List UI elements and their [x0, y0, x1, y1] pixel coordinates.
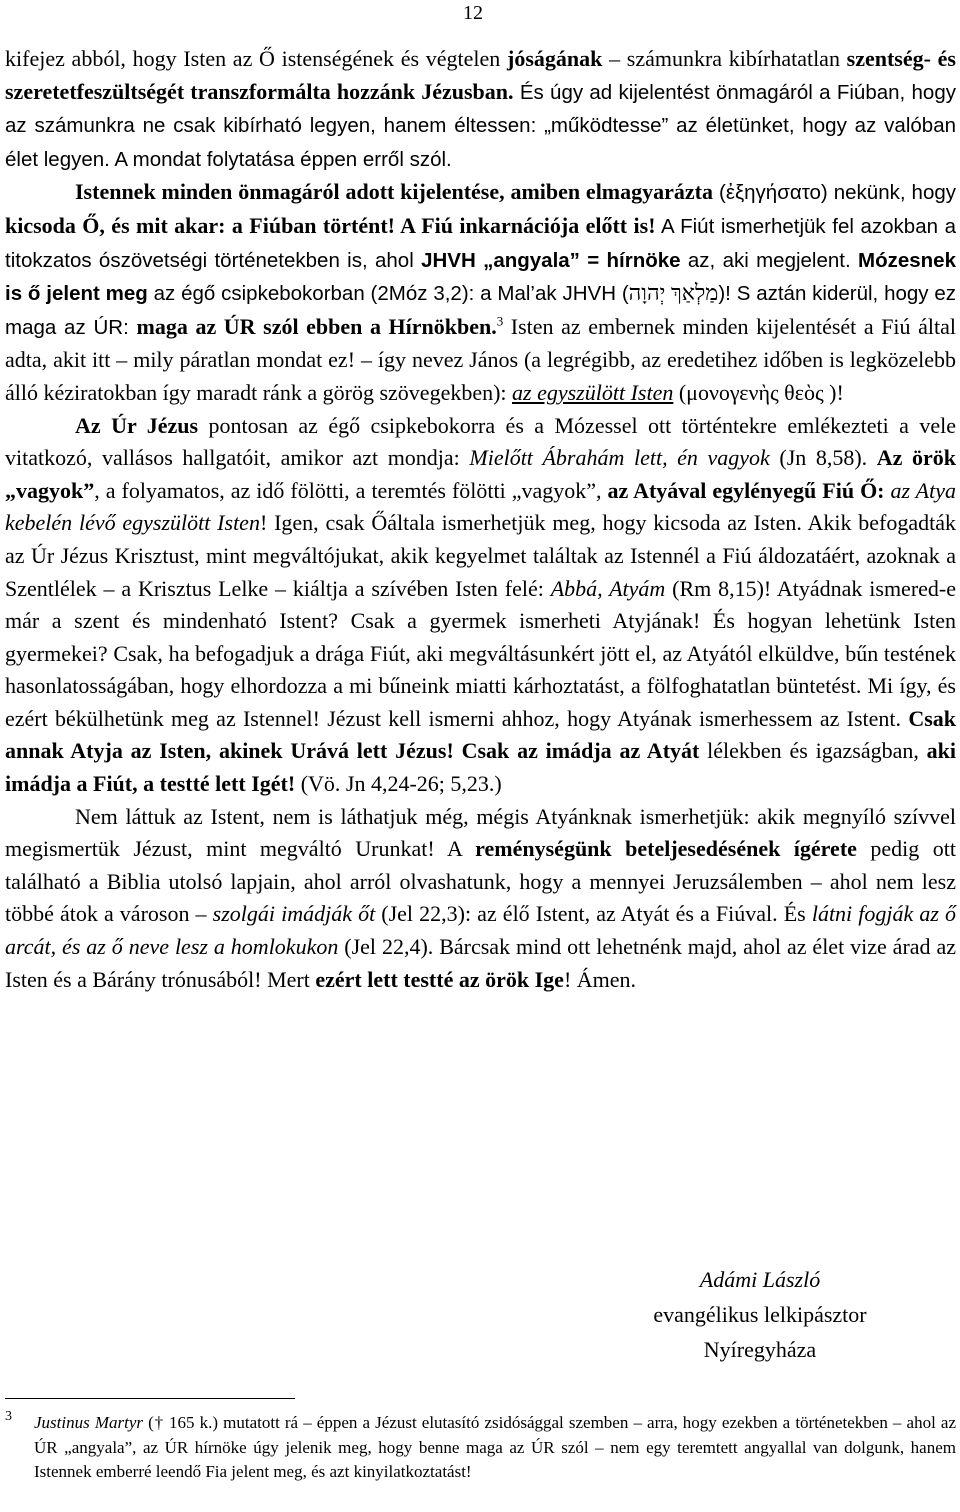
text-run: lélekben és igazságban, — [699, 738, 927, 764]
body-text — [5, 43, 956, 996]
text-run: ! Igen, csak Őáltala ismerhetjük meg, hogy kicsoda az Isten. Akik befogadták az Úr Jézus Krisztust, mint megváltójukat, akik kegyelmet találtak az Istennél a Fiú áldozatáért, azoknak a Szentlélek – a Krisztus Lelke – kiáltja a szívében Isten felé: — [5, 510, 956, 601]
text-run: az egyszülött Isten — [512, 379, 674, 405]
text-run: Csak annak Atyja az Isten, akinek Urává lett Jézus! Csak az imádja az Atyát — [5, 705, 956, 764]
text-run: Mózesnek is ő jelent meg — [5, 248, 956, 306]
text-run: (Jel 22,4). Bárcsak mind ott lehetnénk majd, ahol az élet vize árad az Isten és a Bárány trónusából! Mert — [5, 934, 956, 992]
text-run: מַלְאַךְ יְהוָה — [628, 280, 719, 306]
text-run: pedig ott található a Biblia utolsó lapjain, ahol arról olvashatunk, hogy a mennyei Jeruzsálemben – ahol nem lesz többé átok a városon – — [5, 836, 956, 927]
text-run: az Atyával egylényegű Fiú Ő: — [607, 477, 885, 503]
text-run: Abbá, Atyám — [550, 575, 666, 601]
text-run: (ἐξηγήσατο) nekünk, hogy — [713, 181, 957, 205]
text-run: ! Ámen. — [563, 966, 637, 992]
text-run: szolgái imádják őt — [212, 901, 376, 927]
text-run: Justinus Martyr — [34, 1413, 143, 1432]
text-run: kicsoda Ő, és mit akar: a Fiúban történt! A Fiú inkarnációja előtt is! — [5, 212, 656, 238]
paragraph-4 — [5, 801, 956, 997]
author-title: evangélikus lelkipásztor — [653, 1302, 867, 1327]
text-run: maga az ÚR szól ebben a Hírnökben. — [136, 313, 497, 339]
text-run: JHVH „angyala” = hírnöke — [421, 248, 681, 272]
text-run: – számunkra kibírhatatlan — [602, 46, 847, 71]
text-run: az, aki megjelent. — [680, 248, 858, 272]
text-run: az égő csipkebokorban (2Móz 3,2): a Mal’ak JHVH ( — [147, 282, 629, 306]
text-run: Az Úr Jézus — [75, 412, 199, 438]
text-run: Az örök „vagyok” — [5, 445, 956, 503]
footnote-separator — [5, 1398, 295, 1399]
text-run: látni fogják az ő arcát, és az ő neve lesz a homlokukon — [5, 901, 957, 960]
author-place: Nyíregyháza — [703, 1337, 817, 1362]
text-run: szentség- és szeretetfeszültségét transzformálta hozzánk Jézusban. — [5, 46, 956, 104]
signature-block — [600, 1262, 920, 1367]
footnote-number: 3 — [5, 1409, 12, 1424]
text-run: (Vö. Jn 4,24-26; 5,23.) — [295, 771, 502, 797]
text-run: reménységünk beteljesedésének ígérete — [475, 836, 857, 862]
text-run: pontosan az égő csipkebokorra és a Mózessel ott történtekre emlékezteti a vele vitatkozó, vallásos hallgatóit, amikor azt mondja: — [5, 412, 957, 471]
text-run: És úgy ad kijelentést önmagáról a Fiúban, hogy az számunkra ne csak kibírható legyen, hanem éltessen: „működtesse” az életünket, hogy az valóban élet legyen. A mondat folytatása éppen erről szól. — [5, 80, 956, 171]
text-run: Isten az embernek minden kijelentését a Fiú által adta, akit itt – mily páratlan mondat ez! – így nevez János (a legrégibb, az eredetihez időben is legközelebb álló kéziratokban így maradt ránk a görög szövegekben): — [5, 313, 956, 405]
text-run: († 165 k.) mutatott rá – éppen a Jézust elutasító zsidósággal szemben – arra, hogy ezekben a történetekben – ahol az ÚR „angyala”, az ÚR hírnöke úgy jelenik meg, hogy benne maga az ÚR szól – nem egy teremtett angyallal van dolgunk, hanem Istennek emberré leendő Fia jelent meg, és azt kinyilatkoztatást! — [34, 1413, 956, 1481]
text-run: Istennek minden önmagáról adott kijelentése, amiben elmagyarázta — [75, 179, 713, 205]
text-run: kifejez abból, hogy Isten az Ő istenségének és végtelen — [5, 46, 507, 71]
text-run: (Jn 8,58). — [769, 445, 877, 471]
footnote-text — [34, 1411, 956, 1485]
paragraph-1 — [5, 43, 956, 176]
text-run: , a folyamatos, az idő fölötti, a teremtés fölötti „vagyok”, — [94, 477, 608, 503]
text-run: (Rm 8,15)! Atyádnak ismered-e már a szent és mindenható Istent? Csak a gyermek ismerheti Atyjának! És hogyan lehetünk Isten gyermekei? Csak, ha befogadjuk a drága Fiút, aki megváltásunkért jött el, az Atyától elküldve, bűn testének hasonlatosságában, hogy elhordozza a mi bűneink miatti kárhoztatást, a fölfoghatatlan büntetést. Mi így, és ezért békülhetünk meg az Istennel! Jézust kell ismerni ahhoz, hogy Atyának ismerhessem az Istent. — [5, 575, 957, 731]
text-run: 3 — [496, 313, 504, 329]
paragraph-2 — [5, 176, 956, 409]
text-run: Nem láttuk az Istent, nem is láthatjuk még, mégis Atyánknak ismerhetjük: akik megnyíló szívvel megismertük Jézust, mint megváltó Urunkat! A — [5, 803, 956, 862]
text-run: Mielőtt Ábrahám lett, én vagyok — [469, 445, 770, 471]
text-run: (Jel 22,3): az élő Istent, az Atyát és a Fiúval. És — [375, 901, 812, 927]
text-run: )! S aztán kiderül, hogy ez maga az ÚR: — [5, 282, 957, 339]
text-run: A Fiút ismerhetjük fel azokban a titokzatos ószövetségi történetekben is, ahol — [5, 214, 956, 272]
text-run: jóságának — [507, 46, 603, 71]
text-run: (μονογενὴς θεὸς )! — [673, 379, 844, 405]
text-run: az Atya kebelén lévő egyszülött Isten — [5, 477, 956, 536]
author-name: Adámi László — [699, 1267, 821, 1292]
paragraph-3 — [5, 410, 956, 801]
page-number: 12 — [463, 2, 483, 24]
text-run: aki imádja a Fiút, a testté lett Igét! — [5, 738, 957, 797]
text-run: ezért lett testté az örök Ige — [315, 966, 564, 992]
